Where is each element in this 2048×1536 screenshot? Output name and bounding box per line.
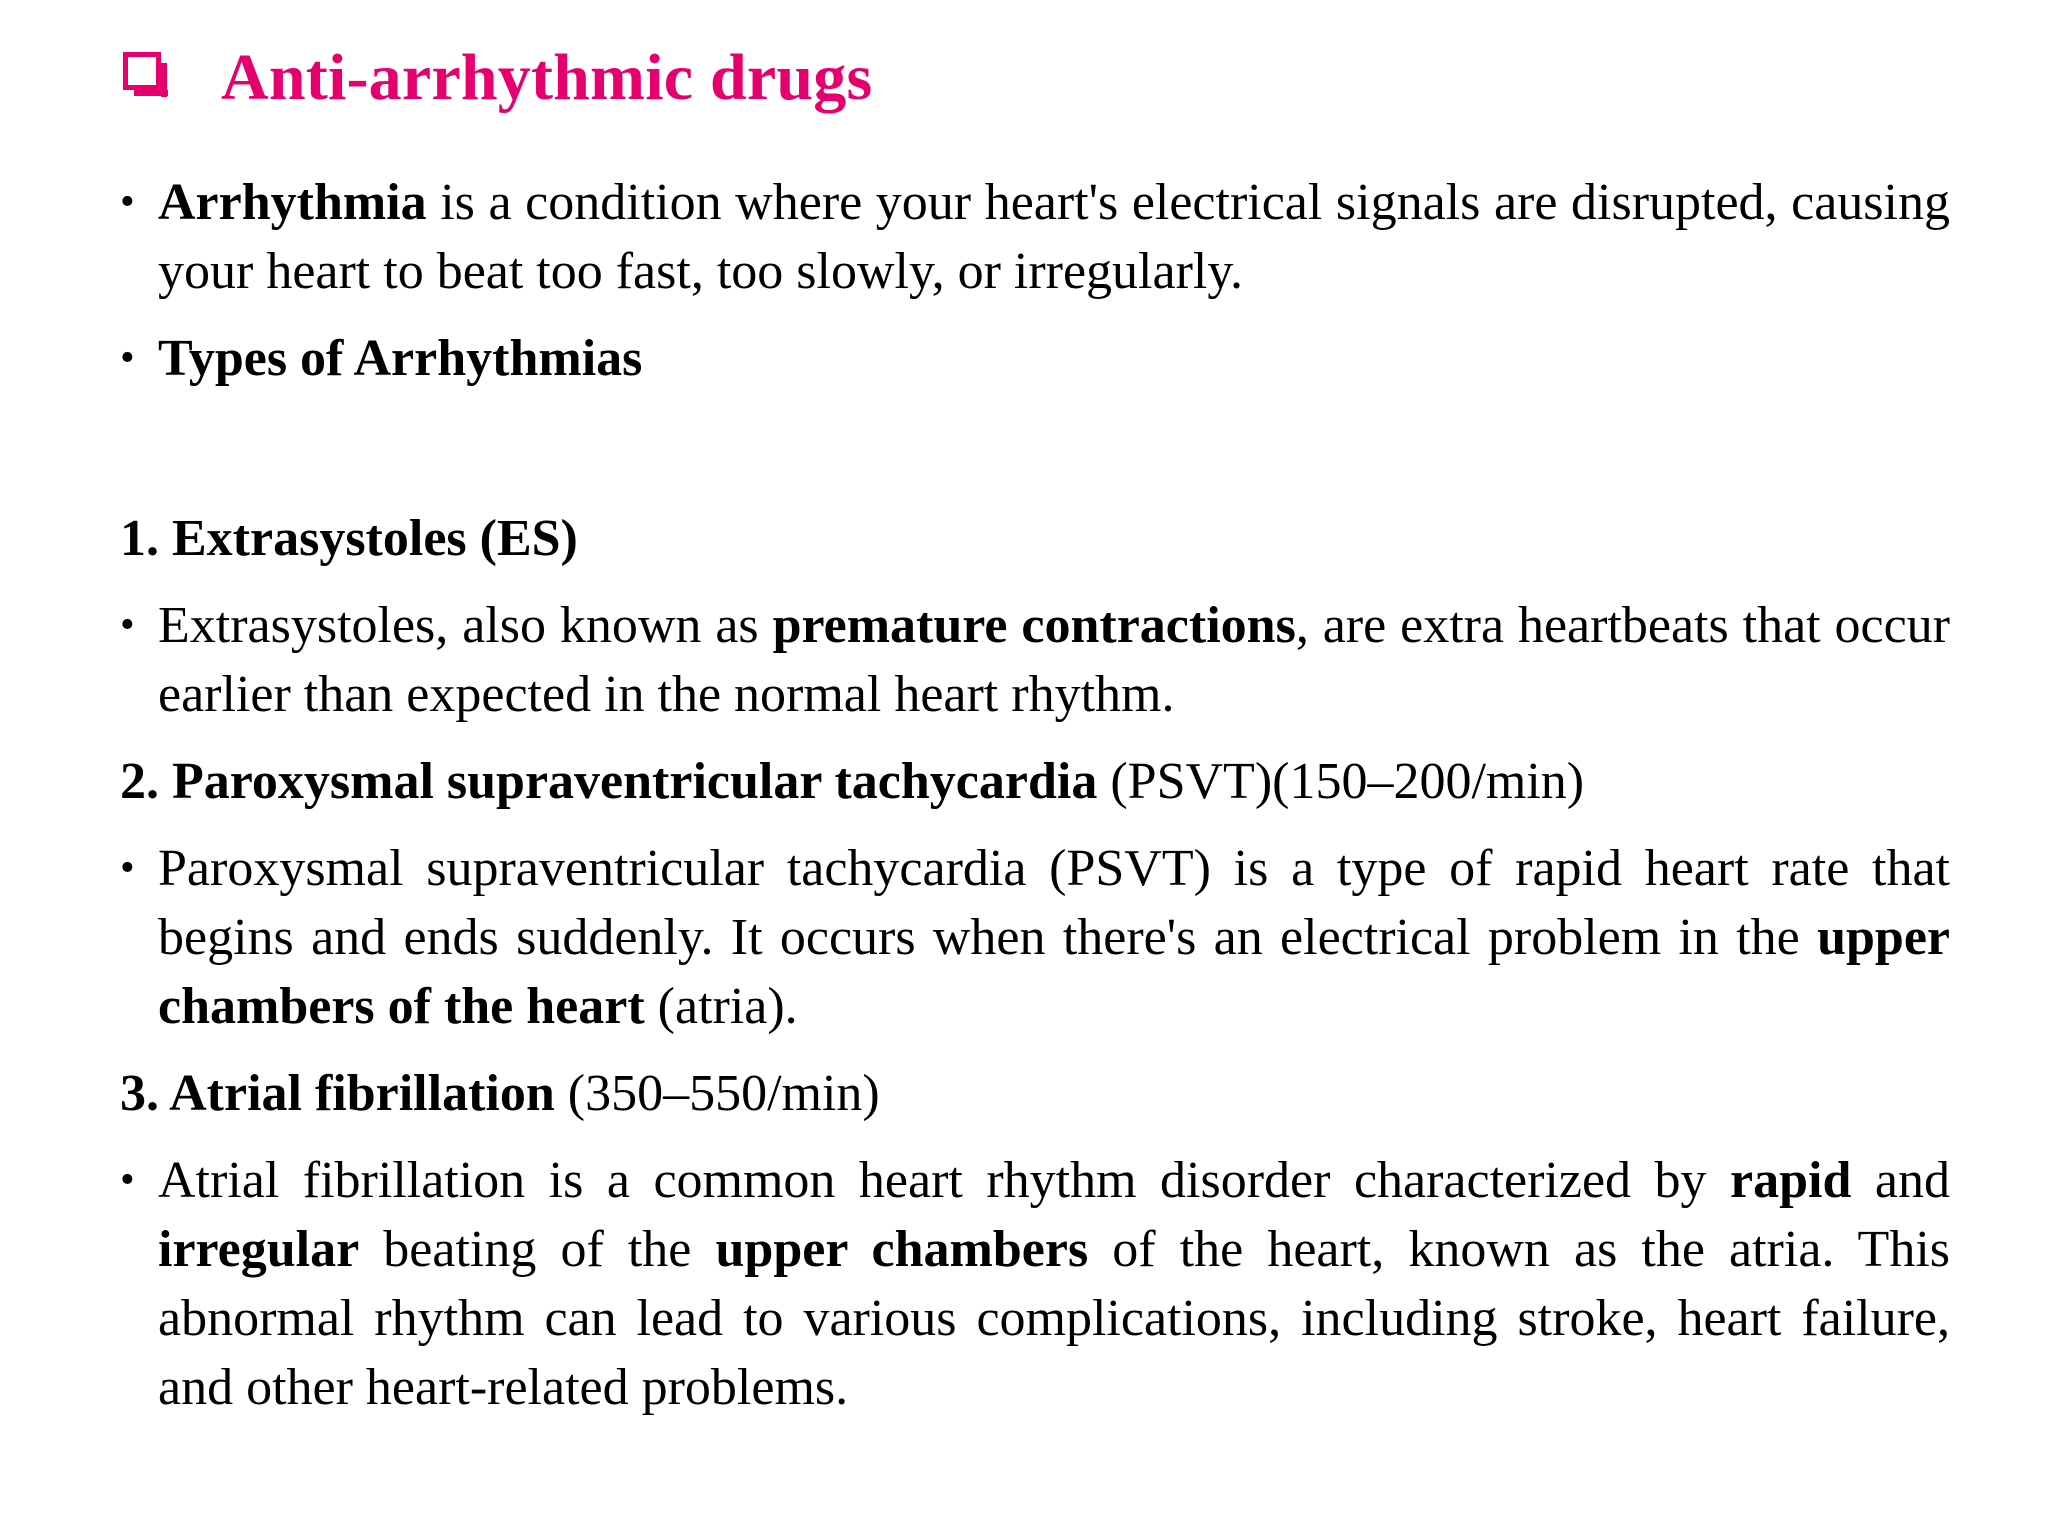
sections-list [120,504,1950,1422]
arrhythmia-definition: is a condition where your heart's electrical signals are disrupted, causing your heart to beat too fast, too slowly, or irregularly. [158,174,1950,300]
emphasis-text: upper chambers [715,1221,1089,1278]
section-bullet-1 [120,591,1950,729]
body-text: beating of the [359,1221,716,1278]
section-heading-bold: 1. Extrasystoles (ES) [120,510,578,567]
body-text: Atrial fibrillation is a common heart rhythm disorder characterized by [158,1152,1731,1209]
checkbox-bullet-icon [123,52,161,90]
term-arrhythmia: Arrhythmia [158,174,427,231]
body-text: (atria). [644,978,798,1035]
section-heading-bold: 2. Paroxysmal supraventricular tachycardia [120,753,1098,810]
emphasis-text: premature contractions [772,597,1296,654]
bullet-icon: • [120,335,135,381]
emphasis-text: irregular [158,1221,360,1278]
section-heading-rate: (PSVT)(150–200/min) [1097,753,1585,810]
bullet-icon: • [120,602,135,648]
body-text: Paroxysmal supraventricular tachycardia (PSVT) is a type of rapid heart rate that begins and ends suddenly. It occurs when there's an electrical problem in the [158,840,1950,966]
body-text: of the heart, known as the atria. This abnormal rhythm can lead to various complications, including stroke, heart failure, and other heart-related problems. [158,1221,1950,1416]
section-bullet-3 [120,1146,1950,1422]
spacer [120,411,1950,504]
types-heading: Types of Arrhythmias [158,330,643,387]
bullet-icon: • [120,179,135,225]
title-row [123,28,872,128]
emphasis-text: rapid [1730,1152,1852,1209]
section-heading-bold: 3. Atrial fibrillation [120,1065,555,1122]
section-heading-1 [120,504,1950,573]
section-heading-2 [120,747,1950,816]
slide-title: Anti-arrhythmic drugs [221,41,873,114]
body-text: , are extra heartbeats that occur earlier than expected in the normal heart rhythm. [158,597,1950,723]
bullet-icon: • [120,1157,135,1203]
slide-content [120,168,1950,1440]
emphasis-text: upper chambers of the heart [158,909,1950,1035]
section-bullet-2 [120,834,1950,1041]
body-text: Extrasystoles, also known as [158,597,773,654]
bullet-arrhythmia-definition [120,168,1950,306]
bullet-icon: • [120,845,135,891]
section-heading-3 [120,1059,1950,1128]
body-text: and [1851,1152,1950,1209]
section-heading-rate: (350–550/min) [554,1065,880,1122]
bullet-types-heading [120,324,1950,393]
